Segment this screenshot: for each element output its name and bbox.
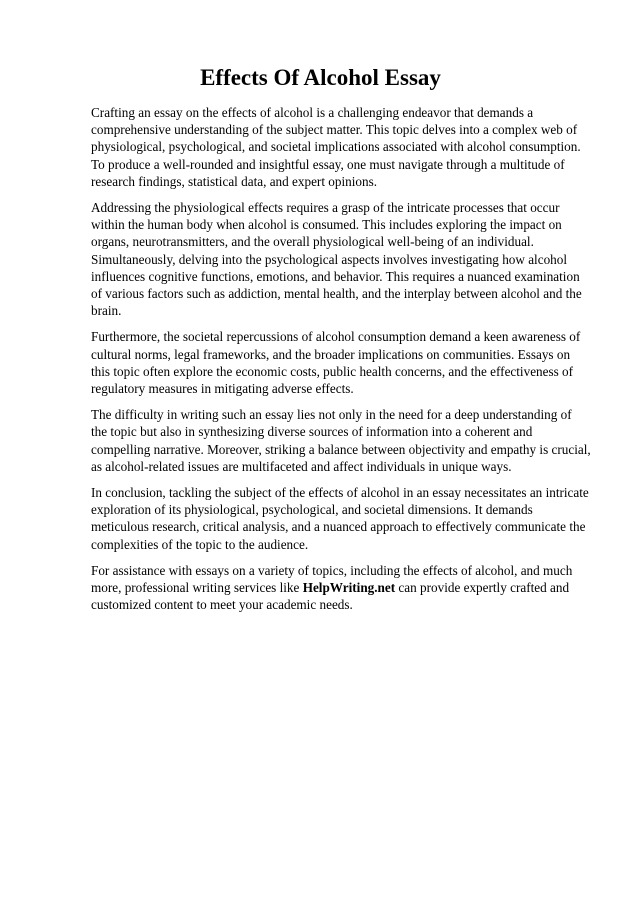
page-title: Effects Of Alcohol Essay xyxy=(200,65,441,90)
paragraph-conclusion: In conclusion, tackling the subject of the effects of alcohol in an essay necessitates an intricate exploration of its physiological, psychological, and societal dimensions. It demands meticulous research, critical analysis, and a nuanced approach to effectively communicate the complexities of the topic to the audience. xyxy=(91,485,589,552)
paragraph-intro: Crafting an essay on the effects of alcohol is a challenging endeavor that demands a comprehensive understanding of the subject matter. This topic delves into a complex web of physiological, psychological, and societal implications associated with alcohol consumption. To produce a well-rounded and insightful essay, one must navigate through a multitude of research findings, statistical data, and expert opinions. xyxy=(91,105,581,189)
closing-text-before: For assistance with essays on a variety of topics, including the effects of alcohol, and much more, professional writing services like xyxy=(91,562,573,596)
paragraph-physiological: Addressing the physiological effects requires a grasp of the intricate processes that occur within the human body when alcohol is consumed. This includes exploring the impact on organs, neurotransmitters, and the overall physiological well-being of an individual. Simultaneously, delving into the psychological aspects involves investigating how alcohol influences cognitive functions, emotions, and behavior. This requires a nuanced examination of various factors such as addiction, mental health, and the interplay between alcohol and the brain. xyxy=(91,200,582,319)
paragraph-closing xyxy=(91,562,591,614)
brand-name: HelpWriting.net xyxy=(302,580,396,596)
paragraph-difficulty: The difficulty in writing such an essay lies not only in the need for a deep understanding of the topic but also in synthesizing diverse sources of information into a coherent and compelling narrative. Moreover, striking a balance between objectivity and empathy is crucial, as alcohol-related issues are multifaceted and affect individuals in unique ways. xyxy=(91,407,591,474)
paragraph-societal: Furthermore, the societal repercussions of alcohol consumption demand a keen awareness of cultural norms, legal frameworks, and the broader implications on communities. Essays on this topic often explore the economic costs, public health concerns, and the effectiveness of regulatory measures in mitigating adverse effects. xyxy=(91,329,581,397)
closing-text-after: can provide expertly crafted and customized content to meet your academic needs. xyxy=(91,580,570,613)
